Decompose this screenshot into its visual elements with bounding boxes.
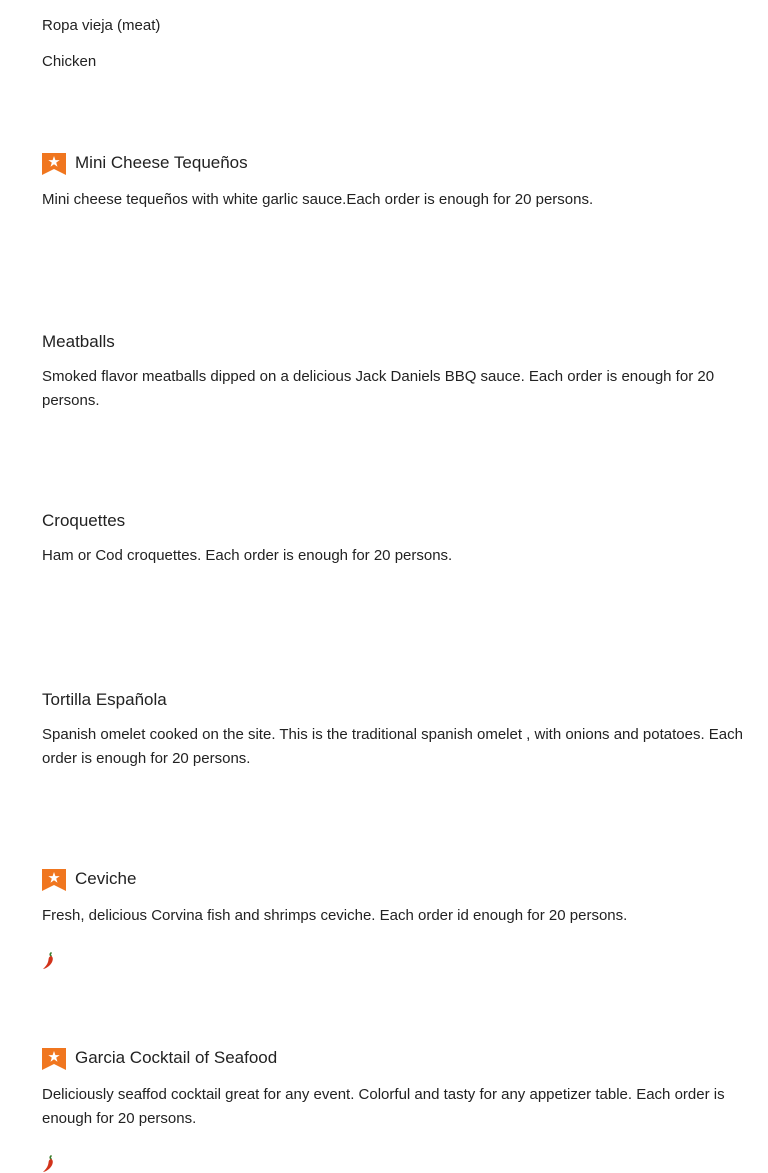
menu-item-header — [42, 1045, 752, 1071]
menu-item-description: Ham or Cod croquettes. Each order is enough for 20 persons. — [42, 547, 453, 564]
star-bookmark-icon — [42, 867, 66, 891]
menu-item-meatballs — [42, 329, 752, 413]
menu-item-mini-cheese-tequenos — [42, 150, 752, 212]
star-bookmark-icon — [42, 151, 66, 175]
chili-pepper-icon — [42, 1155, 56, 1173]
menu-item-tortilla-espanola — [42, 687, 752, 771]
menu-item-croquettes — [42, 508, 752, 568]
menu-item-title: Tortilla Española — [42, 690, 167, 709]
menu-item-title: Mini Cheese Tequeños — [75, 153, 248, 172]
menu-item-title: Ceviche — [75, 869, 137, 888]
menu-item-title: Croquettes — [42, 511, 126, 530]
menu-item-header — [42, 866, 752, 892]
menu-item-header — [42, 329, 752, 355]
menu-item-garcia-cocktail-of-seafood — [42, 1045, 752, 1131]
menu-item-ceviche — [42, 866, 752, 928]
menu-item-description: Spanish omelet cooked on the site. This is the traditional spanish omelet , with onions and potatoes. Each order is enough for 20 persons. — [42, 726, 743, 767]
star-bookmark-icon — [42, 1046, 66, 1070]
menu-item-description: Mini cheese tequeños with white garlic sauce.Each order is enough for 20 persons. — [42, 191, 594, 208]
menu-item-description: Smoked flavor meatballs dipped on a delicious Jack Daniels BBQ sauce. Each order is enough for 20 persons. — [42, 368, 715, 409]
menu-item-header — [42, 687, 752, 713]
menu-item-title: Meatballs — [42, 332, 115, 351]
chili-pepper-icon — [42, 952, 56, 970]
menu-item-header — [42, 150, 752, 176]
menu-item-description: Deliciously seaffod cocktail great for any event. Colorful and tasty for any appetizer table. Each order is enough for 20 persons. — [42, 1086, 725, 1127]
option-ropa-vieja: Ropa vieja (meat) — [42, 17, 161, 34]
menu-item-title: Garcia Cocktail of Seafood — [75, 1048, 278, 1067]
menu-item-description: Fresh, delicious Corvina fish and shrimps ceviche. Each order id enough for 20 persons. — [42, 907, 628, 924]
option-chicken: Chicken — [42, 53, 97, 70]
menu-item-header — [42, 508, 752, 534]
